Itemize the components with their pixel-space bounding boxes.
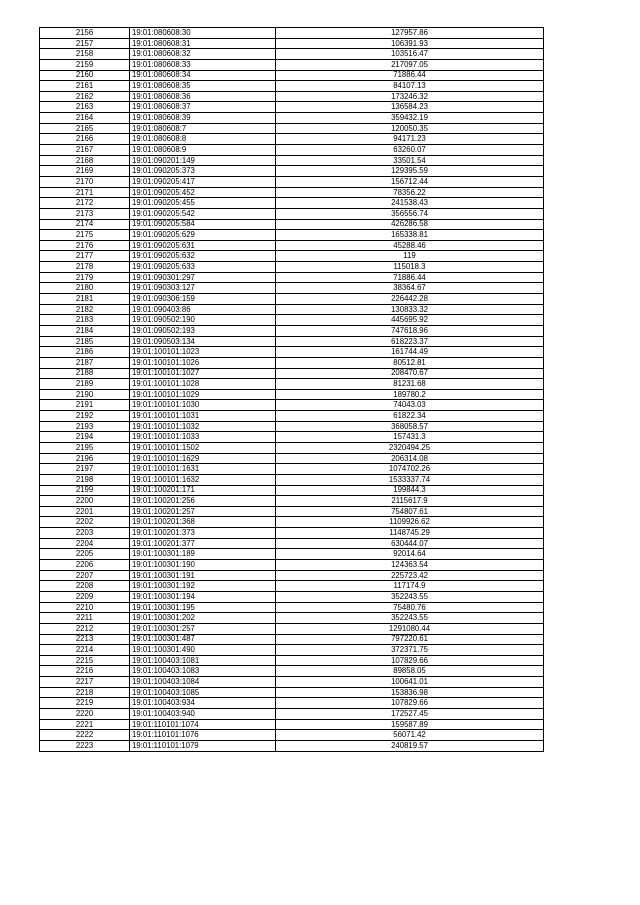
- cadastral-number-cell: 19:01:080608:37: [130, 102, 276, 113]
- row-number-cell: 2168: [40, 155, 130, 166]
- value-cell: 199844.3: [276, 485, 544, 496]
- cadastral-number-cell: 19:01:080608:36: [130, 91, 276, 102]
- row-number-cell: 2182: [40, 304, 130, 315]
- cadastral-number-cell: 19:01:080608:33: [130, 59, 276, 70]
- value-cell: 107829.66: [276, 698, 544, 709]
- cadastral-number-cell: 19:01:100403:934: [130, 698, 276, 709]
- table-row: [40, 198, 544, 209]
- cadastral-number-cell: 19:01:100101:1023: [130, 347, 276, 358]
- row-number-cell: 2202: [40, 517, 130, 528]
- row-number-cell: 2180: [40, 283, 130, 294]
- row-number-cell: 2173: [40, 208, 130, 219]
- row-number-cell: 2214: [40, 645, 130, 656]
- cadastral-number-cell: 19:01:080608:31: [130, 38, 276, 49]
- value-cell: 33501.54: [276, 155, 544, 166]
- row-number-cell: 2176: [40, 240, 130, 251]
- table-row: [40, 730, 544, 741]
- value-cell: 206314.08: [276, 453, 544, 464]
- cadastral-number-cell: 19:01:100403:1085: [130, 687, 276, 698]
- cadastral-number-cell: 19:01:100403:1084: [130, 677, 276, 688]
- table-row: [40, 560, 544, 571]
- cadastral-number-cell: 19:01:090205:584: [130, 219, 276, 230]
- cadastral-number-cell: 19:01:100301:189: [130, 549, 276, 560]
- table-row: [40, 453, 544, 464]
- cadastral-number-cell: 19:01:110101:1076: [130, 730, 276, 741]
- cadastral-number-cell: 19:01:090205:632: [130, 251, 276, 262]
- row-number-cell: 2183: [40, 315, 130, 326]
- value-cell: 71886.44: [276, 272, 544, 283]
- cadastral-number-cell: 19:01:100101:1031: [130, 411, 276, 422]
- row-number-cell: 2192: [40, 411, 130, 422]
- cadastral-number-cell: 19:01:100201:171: [130, 485, 276, 496]
- table-row: [40, 294, 544, 305]
- value-cell: 1148745.29: [276, 528, 544, 539]
- row-number-cell: 2213: [40, 634, 130, 645]
- table-row: [40, 379, 544, 390]
- value-cell: 189780.2: [276, 389, 544, 400]
- row-number-cell: 2218: [40, 687, 130, 698]
- row-number-cell: 2171: [40, 187, 130, 198]
- cadastral-number-cell: 19:01:090403:86: [130, 304, 276, 315]
- cadastral-number-cell: 19:01:100101:1030: [130, 400, 276, 411]
- table-row: [40, 474, 544, 485]
- table-row: [40, 719, 544, 730]
- cadastral-number-cell: 19:01:110101:1079: [130, 740, 276, 751]
- value-cell: 119: [276, 251, 544, 262]
- row-number-cell: 2187: [40, 357, 130, 368]
- row-number-cell: 2163: [40, 102, 130, 113]
- value-cell: 115018.3: [276, 262, 544, 273]
- value-cell: 89858.05: [276, 666, 544, 677]
- value-cell: 241538.43: [276, 198, 544, 209]
- table-row: [40, 219, 544, 230]
- cadastral-number-cell: 19:01:090201:149: [130, 155, 276, 166]
- row-number-cell: 2185: [40, 336, 130, 347]
- table-row: [40, 336, 544, 347]
- table-row: [40, 464, 544, 475]
- table-row: [40, 442, 544, 453]
- cadastral-number-cell: 19:01:100301:190: [130, 560, 276, 571]
- table-row: [40, 315, 544, 326]
- table-row: [40, 187, 544, 198]
- table-row: [40, 549, 544, 560]
- row-number-cell: 2219: [40, 698, 130, 709]
- table-row: [40, 81, 544, 92]
- cadastral-number-cell: 19:01:090205:633: [130, 262, 276, 273]
- cadastral-number-cell: 19:01:100101:1026: [130, 357, 276, 368]
- table-row: [40, 347, 544, 358]
- table-row: [40, 230, 544, 241]
- table-row: [40, 655, 544, 666]
- cadastral-number-cell: 19:01:090303:127: [130, 283, 276, 294]
- row-number-cell: 2221: [40, 719, 130, 730]
- row-number-cell: 2207: [40, 570, 130, 581]
- cadastral-number-cell: 19:01:100101:1632: [130, 474, 276, 485]
- table-row: [40, 28, 544, 39]
- table-row: [40, 123, 544, 134]
- table-row: [40, 517, 544, 528]
- cadastral-number-cell: 19:01:100301:487: [130, 634, 276, 645]
- table-row: [40, 325, 544, 336]
- cadastral-number-cell: 19:01:100403:1083: [130, 666, 276, 677]
- value-cell: 124363.54: [276, 560, 544, 571]
- value-cell: 74043.03: [276, 400, 544, 411]
- table-row: [40, 272, 544, 283]
- table-row: [40, 283, 544, 294]
- value-cell: 156712.44: [276, 176, 544, 187]
- cadastral-number-cell: 19:01:080608:7: [130, 123, 276, 134]
- cadastral-number-cell: 19:01:100301:195: [130, 602, 276, 613]
- row-number-cell: 2167: [40, 145, 130, 156]
- table-row: [40, 687, 544, 698]
- cadastral-number-cell: 19:01:100201:368: [130, 517, 276, 528]
- value-cell: 103516.47: [276, 49, 544, 60]
- value-cell: 94171.23: [276, 134, 544, 145]
- cadastral-number-cell: 19:01:090503:134: [130, 336, 276, 347]
- row-number-cell: 2200: [40, 496, 130, 507]
- table-row: [40, 623, 544, 634]
- cadastral-number-cell: 19:01:100403:940: [130, 709, 276, 720]
- row-number-cell: 2156: [40, 28, 130, 39]
- cadastral-number-cell: 19:01:080608:39: [130, 113, 276, 124]
- table-row: [40, 145, 544, 156]
- value-cell: 226442.28: [276, 294, 544, 305]
- value-cell: 63260.07: [276, 145, 544, 156]
- value-cell: 161744.49: [276, 347, 544, 358]
- row-number-cell: 2215: [40, 655, 130, 666]
- table-row: [40, 262, 544, 273]
- row-number-cell: 2181: [40, 294, 130, 305]
- row-number-cell: 2212: [40, 623, 130, 634]
- value-cell: 426286.58: [276, 219, 544, 230]
- table-row: [40, 155, 544, 166]
- row-number-cell: 2210: [40, 602, 130, 613]
- row-number-cell: 2201: [40, 506, 130, 517]
- row-number-cell: 2170: [40, 176, 130, 187]
- value-cell: 2320494.25: [276, 442, 544, 453]
- value-cell: 445695.92: [276, 315, 544, 326]
- cadastral-number-cell: 19:01:100101:1629: [130, 453, 276, 464]
- value-cell: 1533337.74: [276, 474, 544, 485]
- table-row: [40, 59, 544, 70]
- table-row: [40, 602, 544, 613]
- cadastral-number-cell: 19:01:080608:30: [130, 28, 276, 39]
- table-row: [40, 634, 544, 645]
- value-cell: 81231.68: [276, 379, 544, 390]
- row-number-cell: 2174: [40, 219, 130, 230]
- row-number-cell: 2222: [40, 730, 130, 741]
- cadastral-number-cell: 19:01:090306:159: [130, 294, 276, 305]
- cadastral-number-cell: 19:01:090205:629: [130, 230, 276, 241]
- row-number-cell: 2193: [40, 421, 130, 432]
- cadastral-number-cell: 19:01:100101:1027: [130, 368, 276, 379]
- cadastral-number-cell: 19:01:100301:202: [130, 613, 276, 624]
- value-cell: 107829.66: [276, 655, 544, 666]
- value-cell: 84107.13: [276, 81, 544, 92]
- value-cell: 117174.9: [276, 581, 544, 592]
- value-cell: 217097.05: [276, 59, 544, 70]
- cadastral-number-cell: 19:01:100301:194: [130, 591, 276, 602]
- cadastral-number-cell: 19:01:100201:377: [130, 538, 276, 549]
- value-cell: 356556.74: [276, 208, 544, 219]
- row-number-cell: 2161: [40, 81, 130, 92]
- cadastral-number-cell: 19:01:080608:8: [130, 134, 276, 145]
- cadastral-number-cell: 19:01:100101:1029: [130, 389, 276, 400]
- row-number-cell: 2194: [40, 432, 130, 443]
- value-cell: 80512.81: [276, 357, 544, 368]
- table-row: [40, 666, 544, 677]
- row-number-cell: 2198: [40, 474, 130, 485]
- cadastral-number-cell: 19:01:090301:297: [130, 272, 276, 283]
- table-row: [40, 113, 544, 124]
- cadastral-number-cell: 19:01:100301:490: [130, 645, 276, 656]
- row-number-cell: 2196: [40, 453, 130, 464]
- cadastral-number-cell: 19:01:090205:631: [130, 240, 276, 251]
- value-cell: 352243.55: [276, 591, 544, 602]
- table-row: [40, 698, 544, 709]
- cadastral-number-cell: 19:01:090205:373: [130, 166, 276, 177]
- row-number-cell: 2189: [40, 379, 130, 390]
- table-row: [40, 208, 544, 219]
- row-number-cell: 2205: [40, 549, 130, 560]
- value-cell: 100641.01: [276, 677, 544, 688]
- cadastral-number-cell: 19:01:080608:9: [130, 145, 276, 156]
- table-row: [40, 240, 544, 251]
- row-number-cell: 2160: [40, 70, 130, 81]
- cadastral-number-cell: 19:01:100403:1081: [130, 655, 276, 666]
- table-row: [40, 91, 544, 102]
- value-cell: 71886.44: [276, 70, 544, 81]
- value-cell: 240819.57: [276, 740, 544, 751]
- row-number-cell: 2159: [40, 59, 130, 70]
- cadastral-number-cell: 19:01:100101:1631: [130, 464, 276, 475]
- cadastral-number-cell: 19:01:100301:191: [130, 570, 276, 581]
- value-cell: 1291080.44: [276, 623, 544, 634]
- value-cell: 225723.42: [276, 570, 544, 581]
- row-number-cell: 2191: [40, 400, 130, 411]
- row-number-cell: 2197: [40, 464, 130, 475]
- value-cell: 630444.07: [276, 538, 544, 549]
- row-number-cell: 2164: [40, 113, 130, 124]
- table-row: [40, 677, 544, 688]
- value-cell: 165338.81: [276, 230, 544, 241]
- table-row: [40, 506, 544, 517]
- cadastral-number-cell: 19:01:100101:1502: [130, 442, 276, 453]
- value-cell: 1109926.62: [276, 517, 544, 528]
- table-row: [40, 613, 544, 624]
- value-cell: 92014.64: [276, 549, 544, 560]
- value-cell: 136584.23: [276, 102, 544, 113]
- row-number-cell: 2217: [40, 677, 130, 688]
- row-number-cell: 2206: [40, 560, 130, 571]
- row-number-cell: 2186: [40, 347, 130, 358]
- row-number-cell: 2158: [40, 49, 130, 60]
- row-number-cell: 2188: [40, 368, 130, 379]
- value-cell: 78356.22: [276, 187, 544, 198]
- row-number-cell: 2190: [40, 389, 130, 400]
- table-row: [40, 485, 544, 496]
- table-row: [40, 134, 544, 145]
- row-number-cell: 2179: [40, 272, 130, 283]
- value-cell: 2115617.9: [276, 496, 544, 507]
- row-number-cell: 2178: [40, 262, 130, 273]
- cadastral-number-cell: 19:01:100301:192: [130, 581, 276, 592]
- value-cell: 56071.42: [276, 730, 544, 741]
- value-cell: 368058.57: [276, 421, 544, 432]
- value-cell: 153836.98: [276, 687, 544, 698]
- value-cell: 127957.86: [276, 28, 544, 39]
- table-row: [40, 645, 544, 656]
- row-number-cell: 2208: [40, 581, 130, 592]
- table-body: [40, 28, 544, 752]
- cadastral-number-cell: 19:01:100101:1033: [130, 432, 276, 443]
- table-row: [40, 528, 544, 539]
- table-row: [40, 709, 544, 720]
- value-cell: 747618.96: [276, 325, 544, 336]
- value-cell: 172527.45: [276, 709, 544, 720]
- cadastral-number-cell: 19:01:090205:542: [130, 208, 276, 219]
- row-number-cell: 2166: [40, 134, 130, 145]
- cadastral-number-cell: 19:01:100201:373: [130, 528, 276, 539]
- cadastral-value-table: [39, 27, 544, 752]
- row-number-cell: 2175: [40, 230, 130, 241]
- row-number-cell: 2162: [40, 91, 130, 102]
- table-row: [40, 251, 544, 262]
- table-row: [40, 176, 544, 187]
- table-row: [40, 70, 544, 81]
- cadastral-number-cell: 19:01:090502:193: [130, 325, 276, 336]
- table-row: [40, 304, 544, 315]
- cadastral-number-cell: 19:01:100101:1028: [130, 379, 276, 390]
- row-number-cell: 2177: [40, 251, 130, 262]
- cadastral-number-cell: 19:01:100301:257: [130, 623, 276, 634]
- value-cell: 359432.19: [276, 113, 544, 124]
- row-number-cell: 2216: [40, 666, 130, 677]
- value-cell: 38364.67: [276, 283, 544, 294]
- value-cell: 754807.61: [276, 506, 544, 517]
- value-cell: 797220.61: [276, 634, 544, 645]
- value-cell: 75480.76: [276, 602, 544, 613]
- row-number-cell: 2172: [40, 198, 130, 209]
- cadastral-number-cell: 19:01:100101:1032: [130, 421, 276, 432]
- cadastral-number-cell: 19:01:100201:256: [130, 496, 276, 507]
- table-row: [40, 49, 544, 60]
- row-number-cell: 2165: [40, 123, 130, 134]
- value-cell: 208470.67: [276, 368, 544, 379]
- table-row: [40, 102, 544, 113]
- cadastral-number-cell: 19:01:100201:257: [130, 506, 276, 517]
- row-number-cell: 2223: [40, 740, 130, 751]
- cadastral-number-cell: 19:01:090205:455: [130, 198, 276, 209]
- cadastral-number-cell: 19:01:090205:452: [130, 187, 276, 198]
- value-cell: 159587.89: [276, 719, 544, 730]
- table-row: [40, 496, 544, 507]
- table-row: [40, 421, 544, 432]
- cadastral-number-cell: 19:01:080608:34: [130, 70, 276, 81]
- table-row: [40, 581, 544, 592]
- value-cell: 106391.93: [276, 38, 544, 49]
- value-cell: 173246.32: [276, 91, 544, 102]
- cadastral-number-cell: 19:01:080608:32: [130, 49, 276, 60]
- table-row: [40, 368, 544, 379]
- table-row: [40, 38, 544, 49]
- cadastral-number-cell: 19:01:080608:35: [130, 81, 276, 92]
- value-cell: 618223.37: [276, 336, 544, 347]
- value-cell: 372371.75: [276, 645, 544, 656]
- cadastral-number-cell: 19:01:110101:1074: [130, 719, 276, 730]
- cadastral-number-cell: 19:01:090502:190: [130, 315, 276, 326]
- table-row: [40, 432, 544, 443]
- row-number-cell: 2195: [40, 442, 130, 453]
- table-row: [40, 166, 544, 177]
- value-cell: 120050.35: [276, 123, 544, 134]
- value-cell: 129395.59: [276, 166, 544, 177]
- table-row: [40, 740, 544, 751]
- row-number-cell: 2169: [40, 166, 130, 177]
- cadastral-number-cell: 19:01:090205:417: [130, 176, 276, 187]
- value-cell: 352243.55: [276, 613, 544, 624]
- table-row: [40, 400, 544, 411]
- row-number-cell: 2220: [40, 709, 130, 720]
- row-number-cell: 2211: [40, 613, 130, 624]
- table-row: [40, 389, 544, 400]
- row-number-cell: 2157: [40, 38, 130, 49]
- value-cell: 61822.34: [276, 411, 544, 422]
- row-number-cell: 2199: [40, 485, 130, 496]
- table-row: [40, 411, 544, 422]
- table-row: [40, 591, 544, 602]
- value-cell: 157431.3: [276, 432, 544, 443]
- table-row: [40, 357, 544, 368]
- value-cell: 45288.46: [276, 240, 544, 251]
- value-cell: 130833.32: [276, 304, 544, 315]
- table-row: [40, 570, 544, 581]
- value-cell: 1074702.26: [276, 464, 544, 475]
- row-number-cell: 2203: [40, 528, 130, 539]
- row-number-cell: 2209: [40, 591, 130, 602]
- row-number-cell: 2204: [40, 538, 130, 549]
- table-row: [40, 538, 544, 549]
- row-number-cell: 2184: [40, 325, 130, 336]
